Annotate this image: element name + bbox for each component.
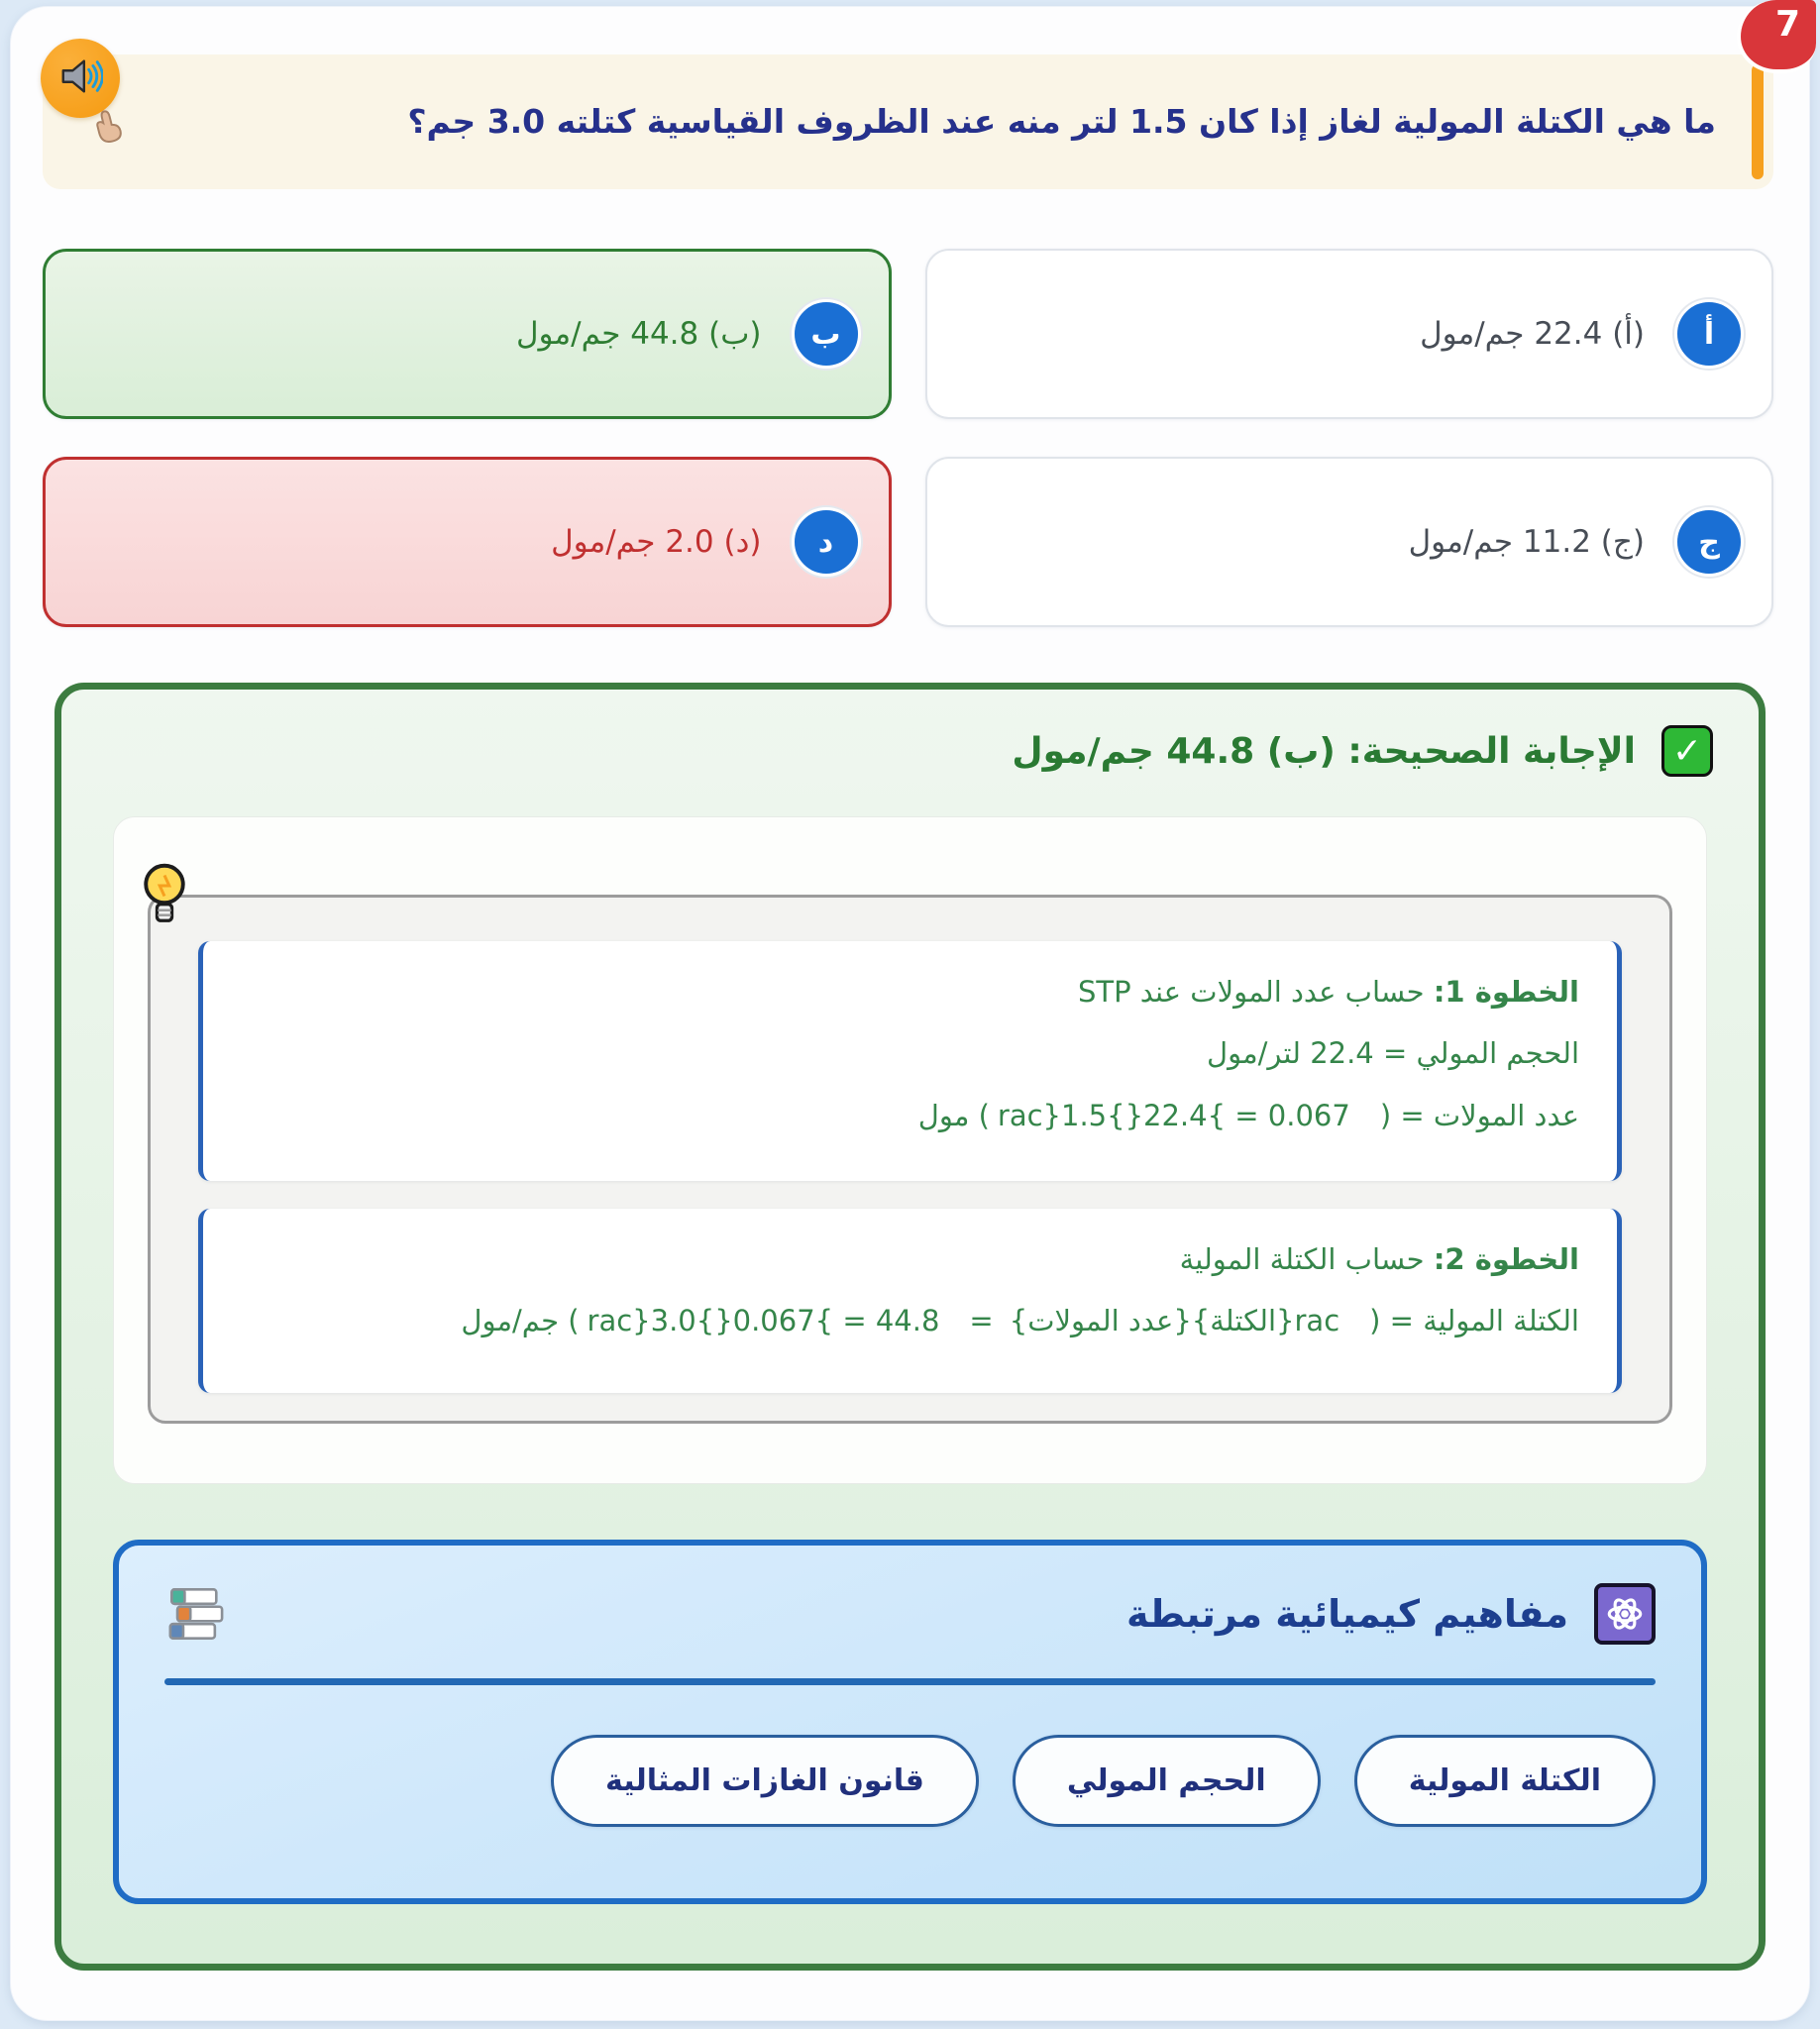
option-a-circle: أ — [1674, 299, 1744, 369]
option-d-label: (د) 2.0 جم/مول — [551, 524, 762, 560]
lightbulb-icon — [137, 862, 192, 927]
option-a[interactable] — [925, 249, 1774, 419]
question-text: ما هي الكتلة المولية لغاز إذا كان 1.5 لتر منه عند الظروف القياسية كتلته 3.0 جم؟ — [407, 102, 1716, 142]
step-2-formula-post: ) جم/مول — [461, 1304, 580, 1338]
step-1-title — [241, 961, 1579, 1022]
option-d-circle: د — [792, 507, 861, 577]
concept-chip-molar-volume[interactable]: الحجم المولي — [1013, 1735, 1321, 1827]
step-1-formula-fraction: rac}1.5{}22.4{ = 0.067 — [997, 1098, 1350, 1132]
steps-container — [148, 895, 1672, 1424]
step-2-formula-line — [241, 1290, 1579, 1351]
related-concepts-panel — [113, 1540, 1707, 1904]
step-1-molar-volume-line: الحجم المولي = 22.4 لتر/مول — [1207, 1036, 1579, 1071]
question-panel — [43, 54, 1773, 189]
step-1-card — [198, 941, 1622, 1181]
atom-icon — [1594, 1583, 1656, 1645]
related-concepts-header — [164, 1583, 1656, 1645]
concept-chip-ideal-gas-law[interactable]: قانون الغازات المثالية — [551, 1735, 979, 1827]
concepts-divider — [164, 1678, 1656, 1685]
option-a-label: (أ) 22.4 جم/مول — [1420, 316, 1645, 352]
step-2-formula-equals: = — [969, 1304, 994, 1338]
audio-play-button[interactable] — [41, 39, 120, 118]
step-1-title-bold: الخطوة 1: — [1433, 975, 1579, 1009]
correct-answer-section — [54, 683, 1766, 1971]
quiz-card — [10, 6, 1810, 2021]
option-b-label: (ب) 44.8 جم/مول — [515, 316, 762, 352]
step-2-formula-pre: الكتلة المولية = ( — [1369, 1304, 1579, 1338]
option-b-circle: ب — [792, 299, 861, 369]
option-c-label: (ج) 11.2 جم/مول — [1408, 524, 1645, 560]
step-2-title-rest: حساب الكتلة المولية — [1179, 1242, 1434, 1276]
step-1-formula-post: ) مول — [917, 1098, 990, 1132]
speaker-icon — [57, 53, 103, 103]
explanation-box — [113, 816, 1707, 1484]
correct-answer-text: الإجابة الصحيحة: (ب) 44.8 جم/مول — [1012, 730, 1636, 772]
step-2-card — [198, 1209, 1622, 1393]
option-b-correct[interactable] — [43, 249, 892, 419]
step-1-formula-line — [241, 1085, 1579, 1146]
step-1-title-rest: حساب عدد المولات عند STP — [1077, 975, 1434, 1009]
options-grid — [43, 249, 1773, 627]
question-number: 7 — [1774, 4, 1800, 45]
option-c-circle: ج — [1674, 507, 1744, 577]
step-2-title — [241, 1228, 1579, 1290]
correct-answer-header — [107, 725, 1713, 777]
question-number-badge — [1737, 0, 1816, 73]
check-mark-icon: ✓ — [1661, 725, 1713, 777]
concept-chip-molar-mass[interactable]: الكتلة المولية — [1354, 1735, 1656, 1827]
concept-chips-row — [164, 1735, 1656, 1827]
option-d-wrong[interactable] — [43, 457, 892, 627]
option-c[interactable] — [925, 457, 1774, 627]
step-2-title-bold: الخطوة 2: — [1433, 1242, 1579, 1276]
step-1-formula-pre: عدد المولات = ( — [1379, 1098, 1579, 1132]
books-stack-icon — [164, 1585, 228, 1643]
step-2-formula-fraction-words: {عدد المولات}{الكتلة}rac — [1009, 1304, 1340, 1338]
step-2-formula-fraction-numbers: rac}3.0{}0.067{ = 44.8 — [587, 1304, 940, 1338]
related-concepts-title: مفاهيم كيميائية مرتبطة — [1126, 1592, 1568, 1636]
